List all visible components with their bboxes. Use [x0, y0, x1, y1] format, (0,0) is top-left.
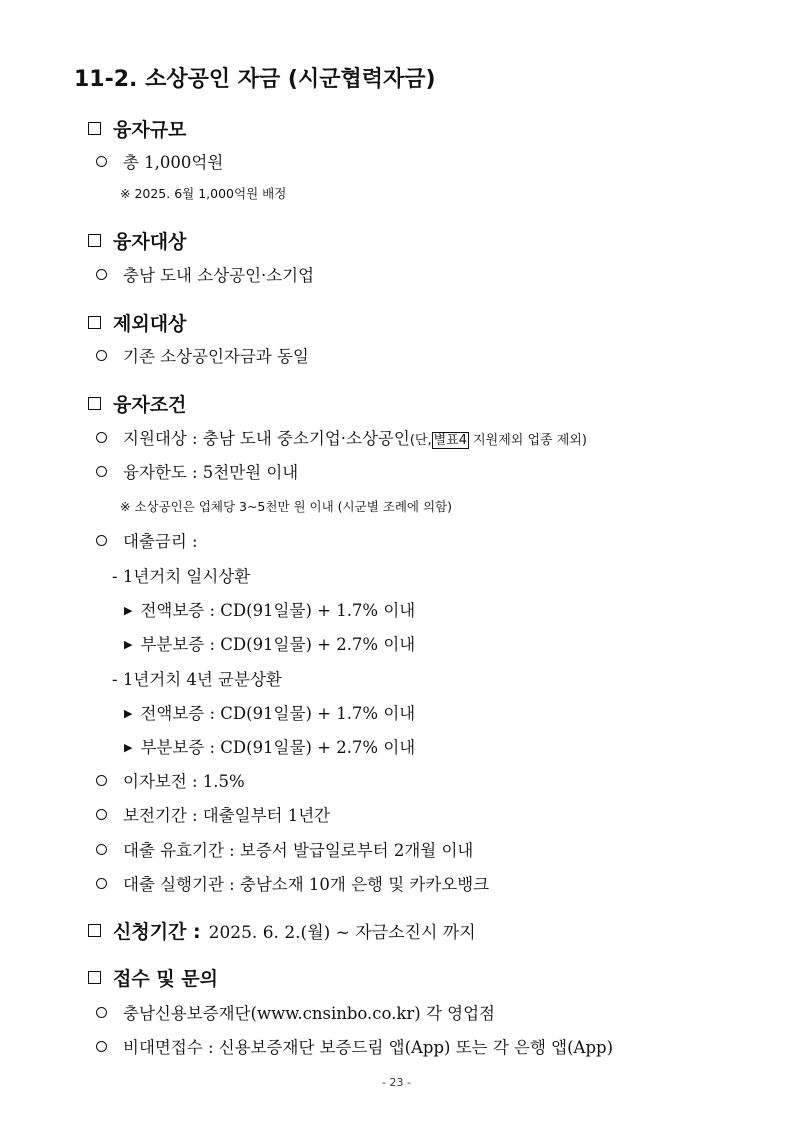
- circle-bullet-icon: [96, 350, 107, 361]
- section-heading: 융자조건: [113, 394, 187, 416]
- plan-one-year-grace-lump: - 1년거치 일시상환: [112, 567, 251, 586]
- section-loan-scale: [88, 115, 186, 142]
- circle-bullet-icon: [96, 1041, 107, 1052]
- rate-item: ▶ 부분보증 : CD(91일물) + 2.7% 이내: [124, 635, 416, 654]
- square-bullet-icon: [88, 234, 101, 247]
- square-bullet-icon: [88, 397, 101, 410]
- list-item-subsidy-period: 보전기간 : 대출일부터 1년간: [96, 802, 330, 826]
- list-item-contact-office: 충남신용보증재단(www.cnsinbo.co.kr) 각 영업점: [96, 1000, 495, 1024]
- circle-bullet-icon: [96, 432, 107, 443]
- circle-bullet-icon: [96, 878, 107, 889]
- section-heading: 신청기간 :: [113, 921, 201, 943]
- circle-bullet-icon: [96, 535, 107, 546]
- triangle-bullet-icon: ▶: [124, 638, 133, 651]
- note: ※ 소상공인은 업체당 3~5천만 원 이내 (시군별 조례에 의함): [120, 499, 452, 514]
- circle-bullet-icon: [96, 775, 107, 786]
- page-number: - 23 -: [382, 1076, 411, 1089]
- square-bullet-icon: [88, 971, 101, 984]
- list-item: 총 1,000억원: [96, 149, 223, 173]
- note: ※ 2025. 6월 1,000억원 배정: [120, 186, 287, 201]
- square-bullet-icon: [88, 316, 101, 329]
- triangle-bullet-icon: ▶: [124, 707, 133, 720]
- circle-bullet-icon: [96, 269, 107, 280]
- list-item-subsidy: 이자보전 : 1.5%: [96, 768, 245, 792]
- section-contact: [88, 964, 218, 991]
- section-exclusion: [88, 309, 186, 336]
- list-item: 기존 소상공인자금과 동일: [96, 343, 309, 367]
- plan-one-year-grace-installment: - 1년거치 4년 균분상환: [112, 670, 282, 689]
- list-item-validity: 대출 유효기간 : 보증서 발급일로부터 2개월 이내: [96, 837, 473, 861]
- list-item: 충남 도내 소상공인·소기업: [96, 262, 314, 286]
- rate-item: ▶ 전액보증 : CD(91일물) + 1.7% 이내: [124, 601, 416, 620]
- square-bullet-icon: [88, 924, 101, 937]
- period-value: 2025. 6. 2.(월) ~ 자금소진시 까지: [208, 923, 476, 943]
- circle-bullet-icon: [96, 809, 107, 820]
- circle-bullet-icon: [96, 466, 107, 477]
- section-heading: 접수 및 문의: [113, 968, 218, 990]
- circle-bullet-icon: [96, 156, 107, 167]
- list-item-banks: 대출 실행기관 : 충남소재 10개 은행 및 카카오뱅크: [96, 871, 489, 895]
- circle-bullet-icon: [96, 1007, 107, 1018]
- square-bullet-icon: [88, 122, 101, 135]
- section-heading: 제외대상: [113, 313, 187, 335]
- section-loan-terms: [88, 390, 186, 417]
- section-heading: 융자대상: [113, 231, 187, 253]
- rate-item: ▶ 전액보증 : CD(91일물) + 1.7% 이내: [124, 704, 416, 723]
- list-item-contact-online: 비대면접수 : 신용보증재단 보증드림 앱(App) 또는 각 은행 앱(App): [96, 1034, 613, 1058]
- section-application-period: [88, 917, 476, 944]
- triangle-bullet-icon: ▶: [124, 604, 133, 617]
- list-item-eligibility: 지원대상 : 충남 도내 중소기업·소상공인(단, 별표4 지원제외 업종 제외): [96, 425, 587, 449]
- list-item-rate: 대출금리 :: [96, 528, 198, 552]
- section-heading: 융자규모: [113, 119, 187, 141]
- triangle-bullet-icon: ▶: [124, 741, 133, 754]
- annex-reference: 별표4: [433, 433, 467, 448]
- circle-bullet-icon: [96, 844, 107, 855]
- section-loan-target: [88, 227, 186, 254]
- rate-item: ▶ 부분보증 : CD(91일물) + 2.7% 이내: [124, 738, 416, 757]
- page-title: 11-2. 소상공인 자금 (시군협력자금): [74, 67, 436, 92]
- list-item-limit: 융자한도 : 5천만원 이내: [96, 459, 298, 483]
